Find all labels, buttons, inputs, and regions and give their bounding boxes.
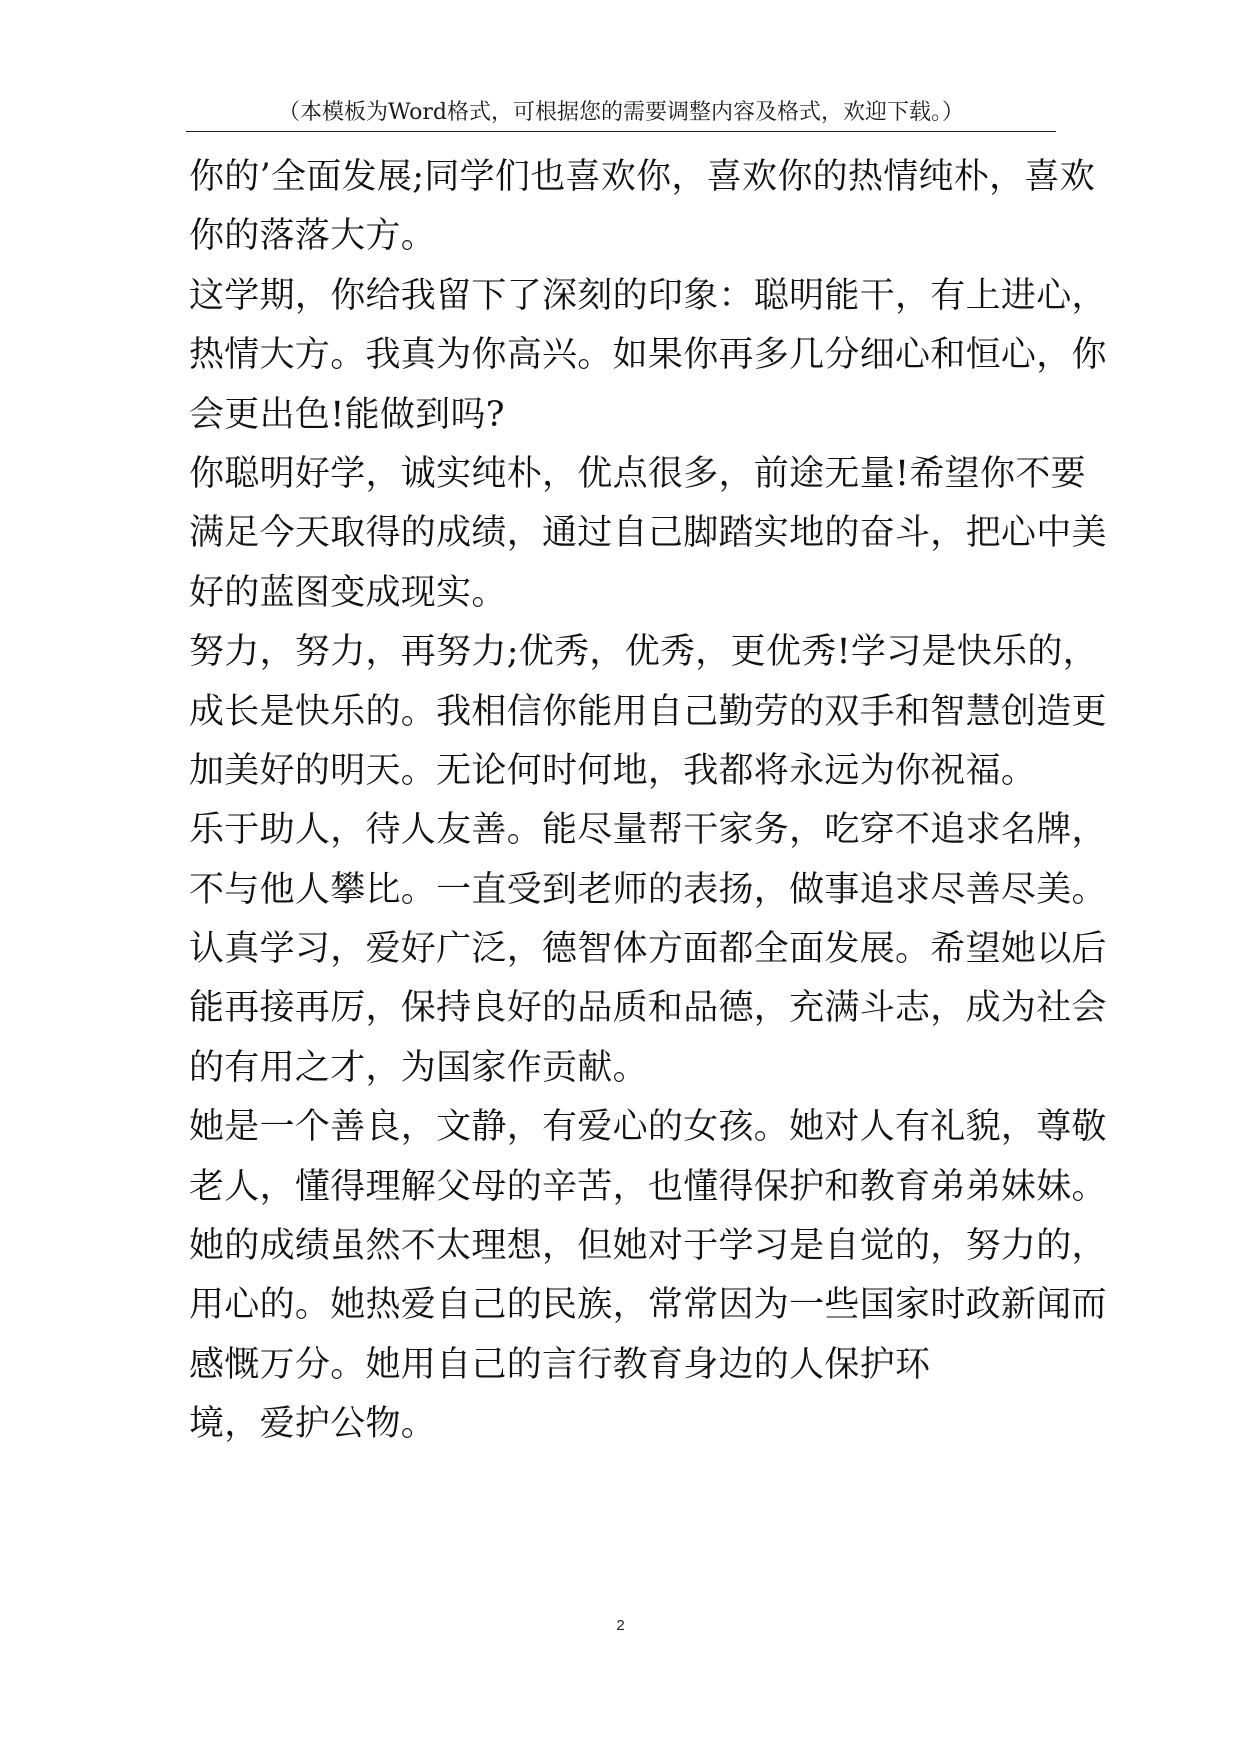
body-line: 会更出色!能做到吗? <box>189 394 505 435</box>
body-line: 满足今天取得的成绩，通过自己脚踏实地的奋斗，把心中美 <box>189 513 1107 554</box>
body-line: 她是一个善良，文静，有爱心的女孩。她对人有礼貌，尊敬 <box>189 1107 1107 1148</box>
body-line: 乐于助人，待人友善。能尽量帮干家务，吃穿不追求名牌， <box>189 810 1107 851</box>
body-line: 的有用之才，为国家作贡献。 <box>189 1047 648 1088</box>
body-line: 她的成绩虽然不太理想，但她对于学习是自觉的，努力的， <box>189 1226 1107 1267</box>
body-line: 这学期，你给我留下了深刻的印象：聪明能干，有上进心， <box>189 275 1107 316</box>
body-line: 好的蓝图变成现实。 <box>189 572 507 613</box>
body-line: 感慨万分。她用自己的言行教育身边的人保护环 <box>189 1344 931 1385</box>
body-line: 热情大方。我真为你高兴。如果你再多几分细心和恒心，你 <box>189 335 1107 376</box>
page-number: 2 <box>616 1617 625 1634</box>
body-line: 努力，努力，再努力;优秀，优秀，更优秀!学习是快乐的， <box>189 632 1098 673</box>
body-line: 境，爱护公物。 <box>189 1404 437 1445</box>
document-body <box>189 148 1107 1455</box>
body-line: 认真学习，爱好广泛，德智体方面都全面发展。希望她以后 <box>189 929 1107 970</box>
body-line: 老人，懂得理解父母的辛苦，也懂得保护和教育弟弟妹妹。 <box>189 1166 1107 1207</box>
body-line: 你聪明好学，诚实纯朴，优点很多，前途无量!希望你不要 <box>189 453 1086 494</box>
body-line: 不与他人攀比。一直受到老师的表扬，做事追求尽善尽美。 <box>189 869 1107 910</box>
body-line: 加美好的明天。无论何时何地，我都将永远为你祝福。 <box>189 750 1037 791</box>
body-line: 成长是快乐的。我相信你能用自己勤劳的双手和智慧创造更 <box>189 691 1107 732</box>
header-divider <box>186 131 1056 132</box>
body-line: 你的’全面发展;同学们也喜欢你，喜欢你的热情纯朴，喜欢 <box>189 157 1096 197</box>
body-line: 你的落落大方。 <box>189 216 437 257</box>
body-line: 能再接再厉，保持良好的品质和品德，充满斗志，成为社会 <box>189 988 1107 1029</box>
body-line: 用心的。她热爱自己的民族，常常因为一些国家时政新闻而 <box>189 1285 1107 1326</box>
template-header-note: （本模板为Word格式，可根据您的需要调整内容及格式，欢迎下载。） <box>278 100 964 125</box>
